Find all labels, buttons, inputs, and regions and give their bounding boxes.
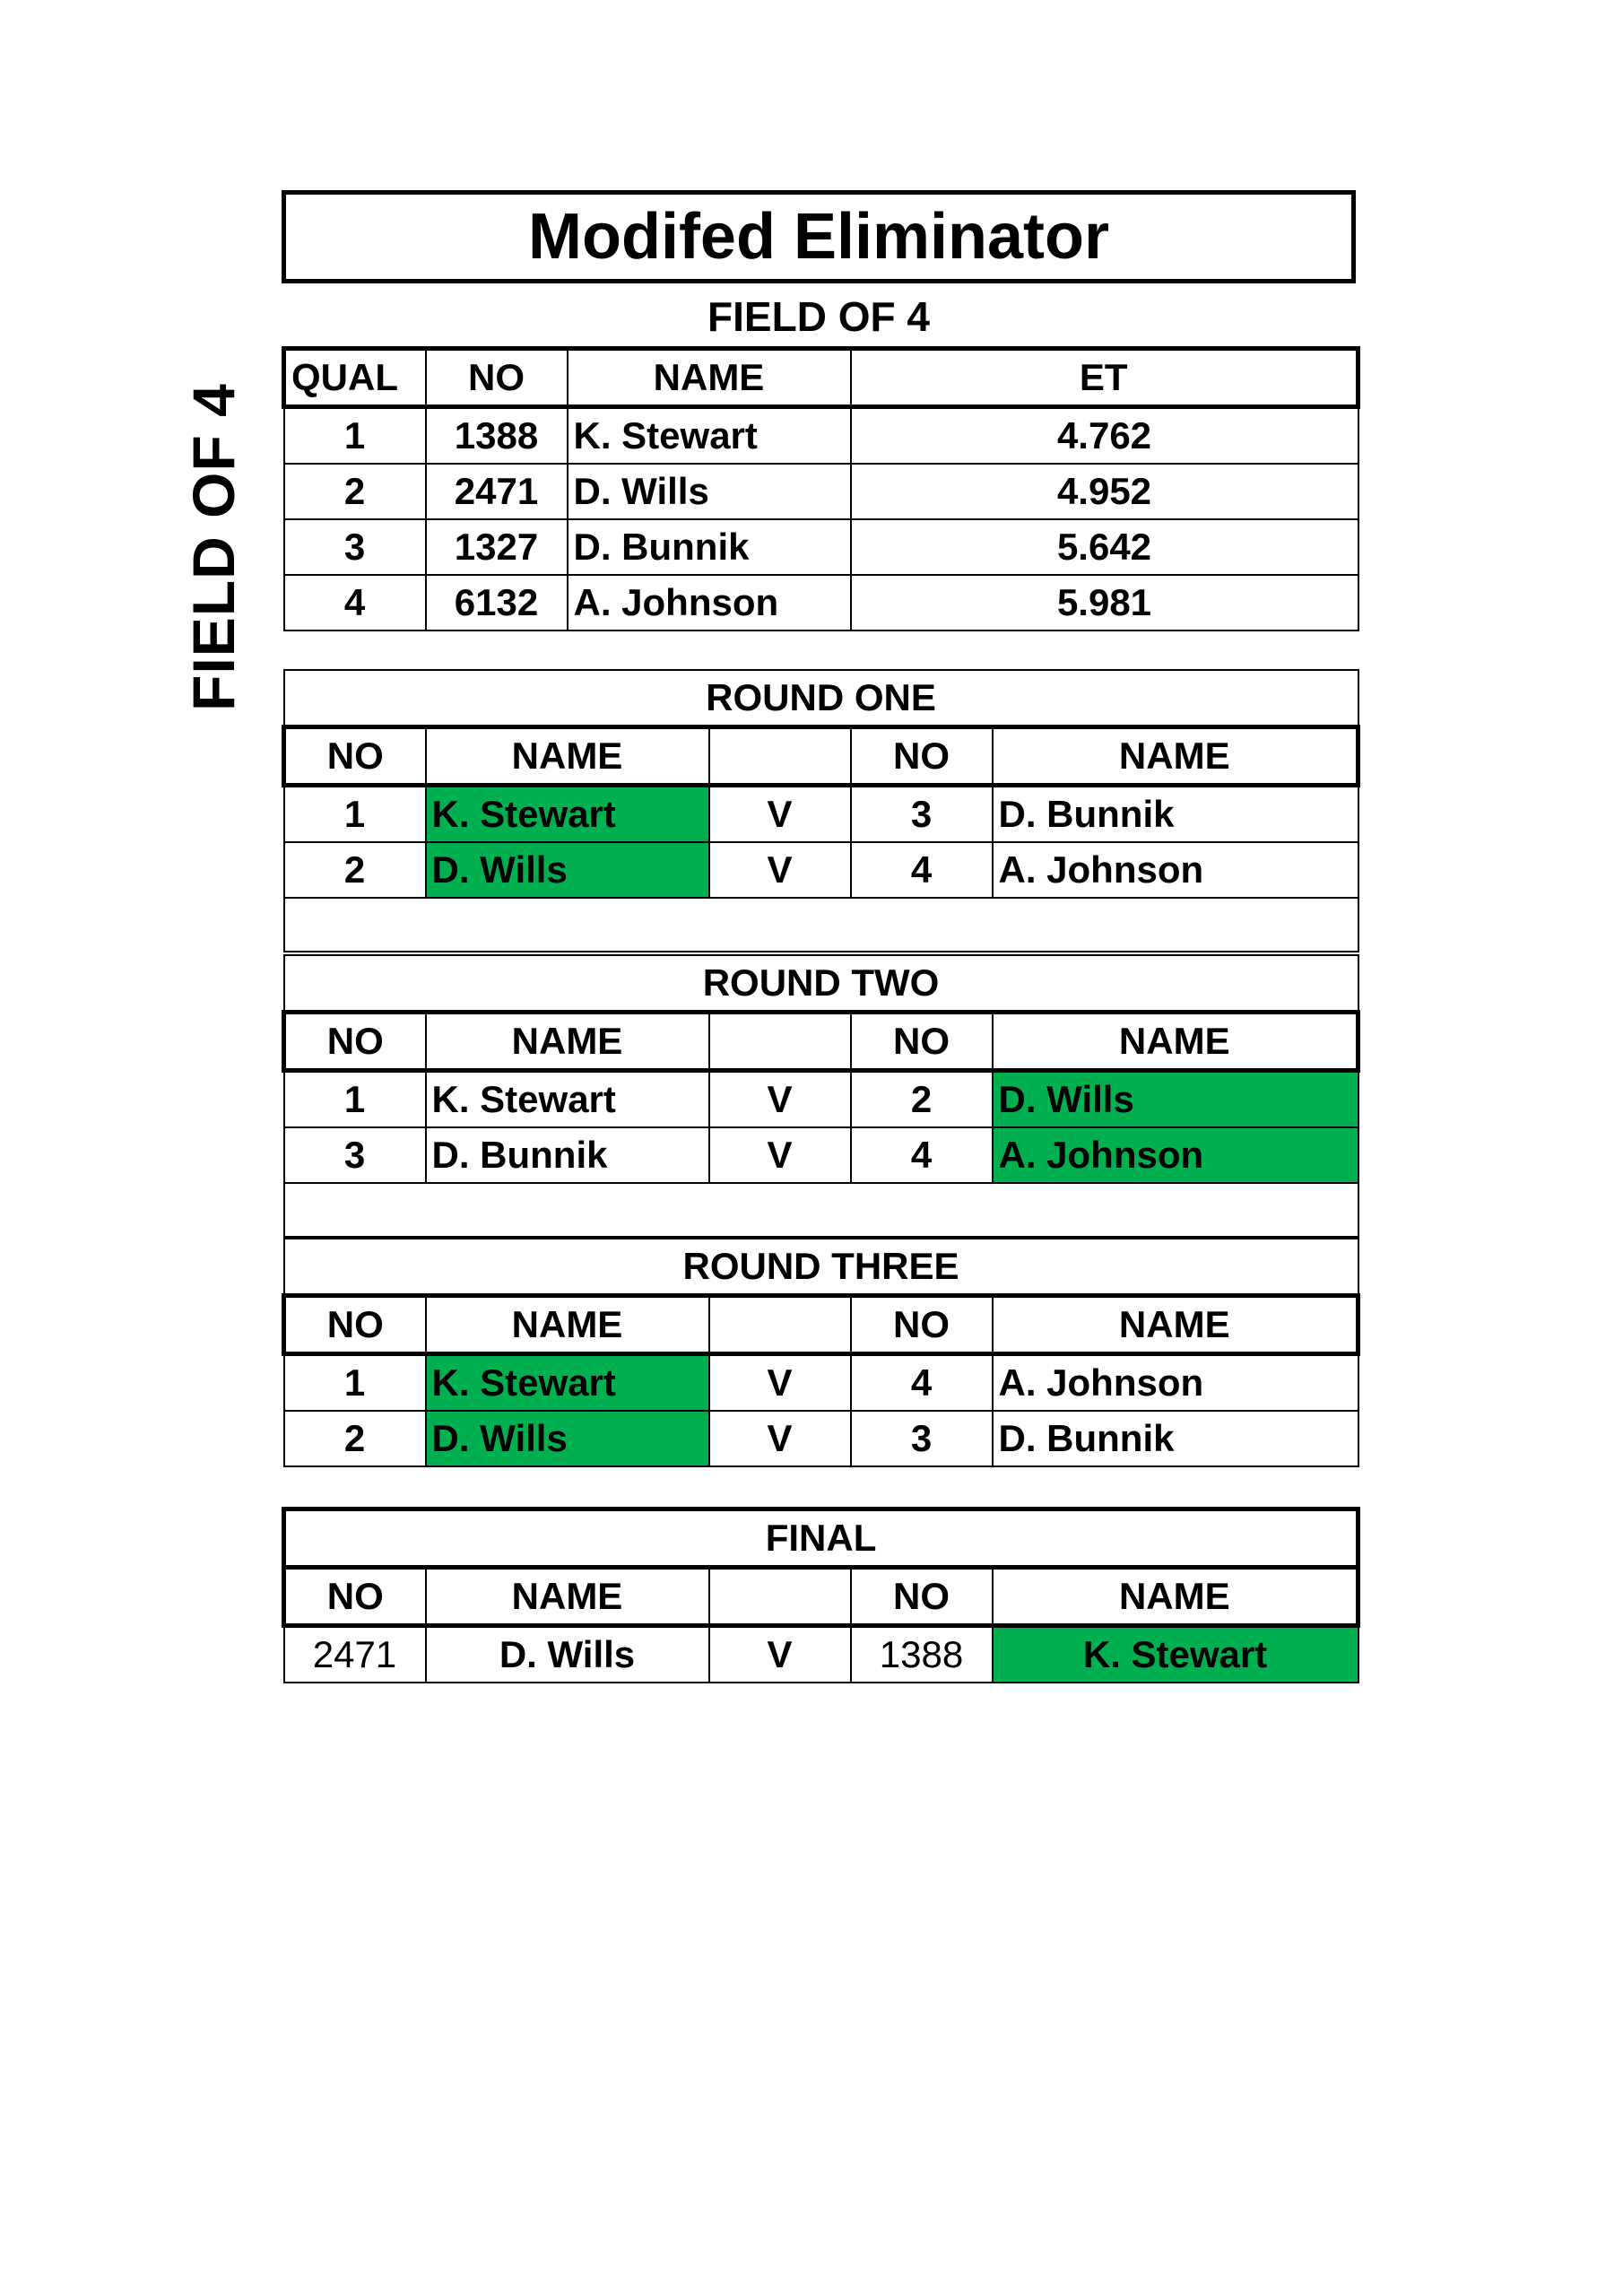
versus: V <box>709 1071 851 1128</box>
left-no: 2 <box>284 1411 426 1466</box>
header-no: NO <box>851 727 993 786</box>
et-cell: 4.762 <box>851 407 1358 465</box>
header-name: NAME <box>426 727 709 786</box>
bracket-header-row <box>284 1296 1358 1354</box>
versus: V <box>709 1354 851 1412</box>
page-title: Modifed Eliminator <box>282 190 1356 283</box>
header-name: NAME <box>426 1568 709 1626</box>
header-no: NO <box>851 1568 993 1626</box>
round-title: ROUND ONE <box>284 670 1358 727</box>
header-name: NAME <box>426 1013 709 1071</box>
header-et: ET <box>851 349 1358 407</box>
left-no: 2 <box>284 842 426 898</box>
table-row <box>284 519 1358 575</box>
match-row <box>284 1354 1358 1412</box>
final-title: FINAL <box>284 1509 1358 1568</box>
right-no: 2 <box>851 1071 993 1128</box>
round-three-table <box>282 1238 1360 1467</box>
no-cell: 1327 <box>426 519 568 575</box>
bracket-header-row <box>284 727 1358 786</box>
header-no: NO <box>851 1013 993 1071</box>
header-no: NO <box>284 727 426 786</box>
match-row <box>284 1127 1358 1183</box>
right-no: 3 <box>851 1411 993 1466</box>
header-name: NAME <box>568 349 851 407</box>
left-name-winner: K. Stewart <box>426 786 709 843</box>
match-row <box>284 1626 1358 1683</box>
header-no: NO <box>851 1296 993 1354</box>
versus: V <box>709 842 851 898</box>
spacer-row <box>284 898 1358 952</box>
match-row <box>284 1071 1358 1128</box>
right-name-winner: A. Johnson <box>993 1127 1358 1183</box>
left-no: 2471 <box>284 1626 426 1683</box>
header-no: NO <box>426 349 568 407</box>
right-no: 4 <box>851 1127 993 1183</box>
name-cell: D. Bunnik <box>568 519 851 575</box>
final-table <box>282 1507 1360 1683</box>
qual-cell: 4 <box>284 575 426 631</box>
header-name: NAME <box>993 1296 1358 1354</box>
qual-cell: 3 <box>284 519 426 575</box>
qual-cell: 1 <box>284 407 426 465</box>
right-name: A. Johnson <box>993 842 1358 898</box>
left-no: 1 <box>284 1071 426 1128</box>
match-row <box>284 842 1358 898</box>
header-name: NAME <box>426 1296 709 1354</box>
bracket-header-row <box>284 1013 1358 1071</box>
left-name: K. Stewart <box>426 1071 709 1128</box>
right-name-winner: D. Wills <box>993 1071 1358 1128</box>
versus: V <box>709 786 851 843</box>
header-qual: QUAL <box>284 349 426 407</box>
header-name: NAME <box>993 1013 1358 1071</box>
et-cell: 5.981 <box>851 575 1358 631</box>
left-name-winner: K. Stewart <box>426 1354 709 1412</box>
table-row <box>284 407 1358 465</box>
versus: V <box>709 1411 851 1466</box>
right-no: 4 <box>851 1354 993 1412</box>
versus: V <box>709 1127 851 1183</box>
header-blank <box>709 727 851 786</box>
name-cell: K. Stewart <box>568 407 851 465</box>
header-blank <box>709 1568 851 1626</box>
bracket-header-row <box>284 1568 1358 1626</box>
left-name: D. Wills <box>426 1626 709 1683</box>
no-cell: 1388 <box>426 407 568 465</box>
header-no: NO <box>284 1568 426 1626</box>
versus: V <box>709 1626 851 1683</box>
header-name: NAME <box>993 727 1358 786</box>
qual-cell: 2 <box>284 464 426 519</box>
header-name: NAME <box>993 1568 1358 1626</box>
header-no: NO <box>284 1296 426 1354</box>
qualifying-header-row <box>284 349 1358 407</box>
right-name: A. Johnson <box>993 1354 1358 1412</box>
header-blank <box>709 1296 851 1354</box>
left-no: 1 <box>284 1354 426 1412</box>
round-one-table <box>282 669 1360 952</box>
left-no: 3 <box>284 1127 426 1183</box>
right-no: 4 <box>851 842 993 898</box>
left-no: 1 <box>284 786 426 843</box>
name-cell: A. Johnson <box>568 575 851 631</box>
et-cell: 5.642 <box>851 519 1358 575</box>
qualifying-table <box>282 346 1360 631</box>
side-label-text: FIELD OF 4 <box>180 383 247 711</box>
right-no: 3 <box>851 786 993 843</box>
right-name: D. Bunnik <box>993 1411 1358 1466</box>
round-title: ROUND THREE <box>284 1239 1358 1296</box>
no-cell: 6132 <box>426 575 568 631</box>
name-cell: D. Wills <box>568 464 851 519</box>
left-name-winner: D. Wills <box>426 1411 709 1466</box>
round-title: ROUND TWO <box>284 955 1358 1013</box>
table-row <box>284 575 1358 631</box>
match-row <box>284 786 1358 843</box>
et-cell: 4.952 <box>851 464 1358 519</box>
round-two-table <box>282 954 1360 1238</box>
left-name-winner: D. Wills <box>426 842 709 898</box>
right-name: D. Bunnik <box>993 786 1358 843</box>
match-row <box>284 1411 1358 1466</box>
right-name-winner: K. Stewart <box>993 1626 1358 1683</box>
left-name: D. Bunnik <box>426 1127 709 1183</box>
table-row <box>284 464 1358 519</box>
header-no: NO <box>284 1013 426 1071</box>
no-cell: 2471 <box>426 464 568 519</box>
right-no: 1388 <box>851 1626 993 1683</box>
page-subtitle: FIELD OF 4 <box>707 293 930 340</box>
header-blank <box>709 1013 851 1071</box>
spacer-row <box>284 1183 1358 1237</box>
